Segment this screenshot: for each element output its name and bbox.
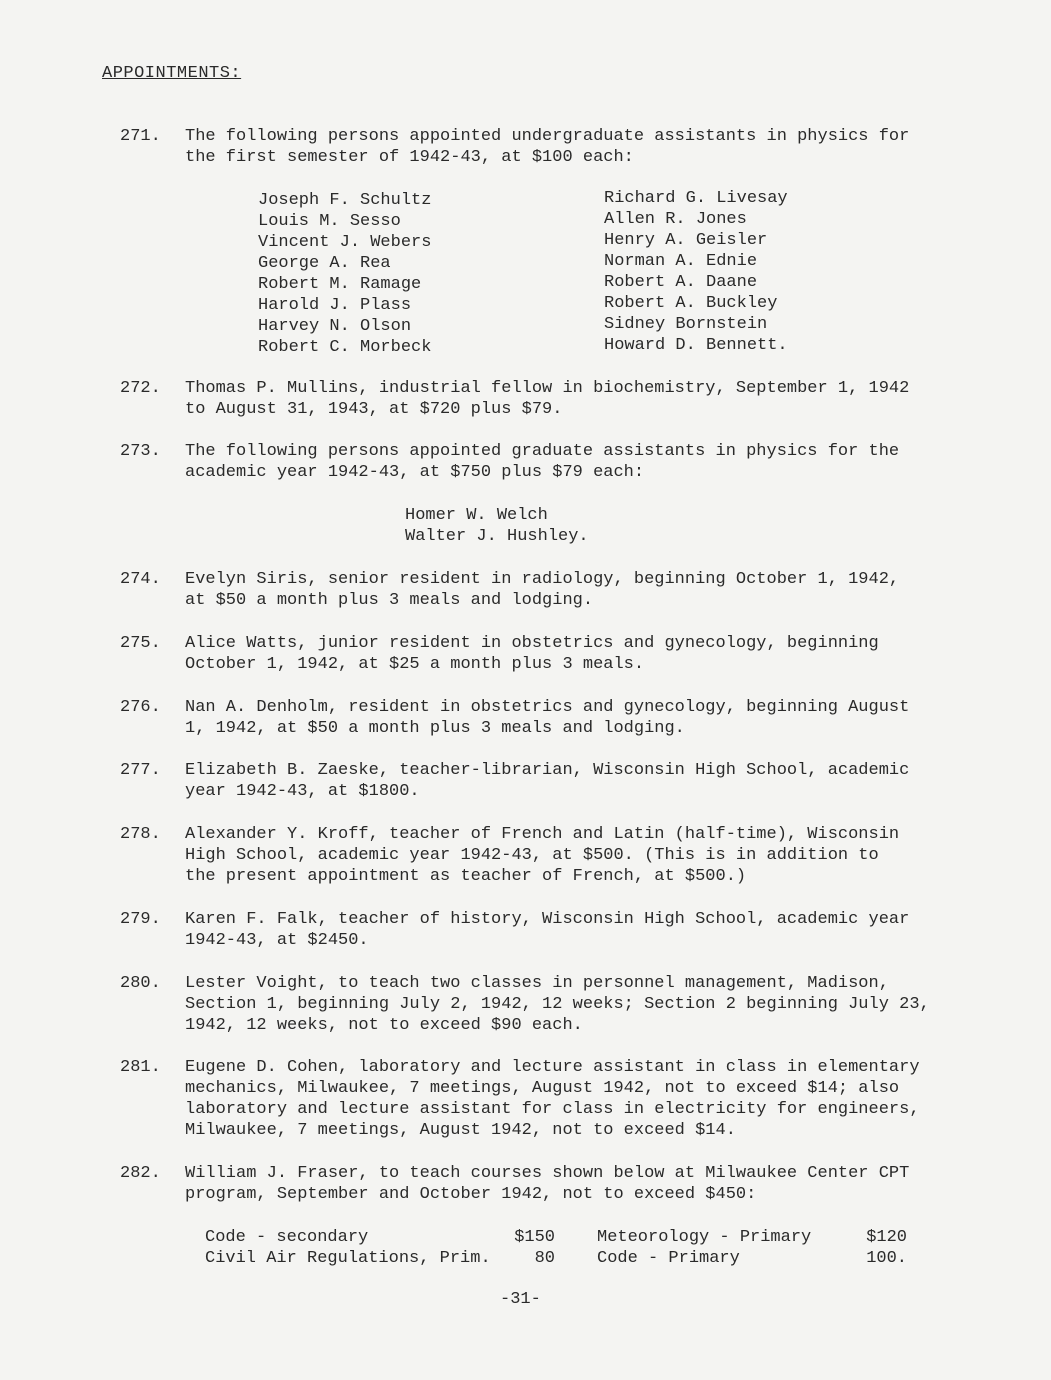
course-amount: $150: [514, 1228, 555, 1247]
item-278: [120, 824, 950, 887]
name-entry: Robert A. Daane: [604, 273, 758, 292]
name-entry: Robert A. Buckley: [604, 294, 778, 313]
item-text: Nan A. Denholm, resident in obstetrics and gynecology, beginning August 1, 1942, at $50 a month plus 3 meals and lodging.: [185, 698, 910, 738]
name-entry: Richard G. Livesay: [604, 189, 788, 208]
name-entry: Harold J. Plass: [258, 296, 412, 315]
name-entry: Robert M. Ramage: [258, 275, 422, 294]
name-entry: Howard D. Bennett.: [604, 336, 788, 355]
item-280: [120, 973, 950, 1036]
item-text: Alice Watts, junior resident in obstetrics and gynecology, beginning October 1, 1942, at $25 a month plus 3 meals.: [185, 634, 879, 674]
item-number: 274.: [120, 570, 161, 589]
item-number: 276.: [120, 698, 161, 717]
item-number: 272.: [120, 379, 161, 398]
grad-names: [405, 505, 589, 547]
course-row: [205, 1227, 555, 1248]
course-list-left: [205, 1227, 555, 1269]
item-number: 277.: [120, 761, 161, 780]
undergrad-names-right: [604, 188, 788, 356]
name-entry: Harvey N. Olson: [258, 317, 412, 336]
item-279: [120, 909, 950, 951]
course-name: Meteorology - Primary: [597, 1228, 812, 1247]
course-name: Civil Air Regulations, Prim.: [205, 1249, 491, 1268]
course-name: Code - Primary: [597, 1249, 740, 1268]
item-text: Karen F. Falk, teacher of history, Wisconsin High School, academic year 1942-43, at $2450.: [185, 910, 910, 950]
item-282: [120, 1163, 950, 1205]
item-271: [120, 126, 950, 168]
item-text: Alexander Y. Kroff, teacher of French and Latin (half-time), Wisconsin High School, academic year 1942-43, at $500. (This is in addition to the present appointment as teacher of French, at $500.): [185, 825, 900, 886]
course-amount: $120: [866, 1228, 907, 1247]
item-number: 279.: [120, 910, 161, 929]
item-text: William J. Fraser, to teach courses shown below at Milwaukee Center CPT program, September and October 1942, not to exceed $450:: [185, 1164, 910, 1204]
item-275: [120, 633, 950, 675]
item-number: 281.: [120, 1058, 161, 1077]
name-entry: Robert C. Morbeck: [258, 338, 432, 357]
item-276: [120, 697, 950, 739]
name-entry: Henry A. Geisler: [604, 231, 768, 250]
page-number: -31-: [500, 1290, 541, 1309]
item-number: 280.: [120, 974, 161, 993]
item-number: 278.: [120, 825, 161, 844]
course-row: [205, 1248, 555, 1269]
name-entry: Allen R. Jones: [604, 210, 747, 229]
name-entry: George A. Rea: [258, 254, 391, 273]
course-amount: 100.: [866, 1249, 907, 1268]
name-entry: Joseph F. Schultz: [258, 191, 432, 210]
course-row: [597, 1248, 907, 1269]
item-272: [120, 378, 950, 420]
item-text: Evelyn Siris, senior resident in radiology, beginning October 1, 1942, at $50 a month plus 3 meals and lodging.: [185, 570, 900, 610]
item-number: 282.: [120, 1164, 161, 1183]
name-entry: Homer W. Welch: [405, 506, 548, 525]
name-entry: Vincent J. Webers: [258, 233, 432, 252]
item-text: The following persons appointed undergraduate assistants in physics for the first semester of 1942-43, at $100 each:: [185, 127, 910, 167]
item-text: Lester Voight, to teach two classes in personnel management, Madison, Section 1, beginning July 2, 1942, 12 weeks; Section 2 beginning July 23, 1942, 12 weeks, not to exceed $90 each.: [185, 974, 930, 1035]
item-text: Thomas P. Mullins, industrial fellow in biochemistry, September 1, 1942 to August 31, 1943, at $720 plus $79.: [185, 379, 910, 419]
item-text: The following persons appointed graduate assistants in physics for the academic year 1942-43, at $750 plus $79 each:: [185, 442, 900, 482]
name-entry: Norman A. Ednie: [604, 252, 758, 271]
name-entry: Sidney Bornstein: [604, 315, 768, 334]
name-entry: Louis M. Sesso: [258, 212, 401, 231]
item-text: Eugene D. Cohen, laboratory and lecture assistant in class in elementary mechanics, Milwaukee, 7 meetings, August 1942, not to exceed $14; also laboratory and lecture assistant for class in electricity for engineers, Milwaukee, 7 meetings, August 1942, not to exceed $14.: [185, 1058, 920, 1140]
course-list-right: [597, 1227, 907, 1269]
item-text: Elizabeth B. Zaeske, teacher-librarian, Wisconsin High School, academic year 1942-43, at $1800.: [185, 761, 910, 801]
section-heading: APPOINTMENTS:: [102, 64, 242, 83]
item-281: [120, 1057, 950, 1141]
item-number: 273.: [120, 442, 161, 461]
item-277: [120, 760, 950, 802]
course-name: Code - secondary: [205, 1228, 369, 1247]
item-number: 271.: [120, 127, 161, 146]
course-amount: 80: [534, 1249, 555, 1268]
name-entry: Walter J. Hushley.: [405, 527, 589, 546]
item-274: [120, 569, 950, 611]
course-row: [597, 1227, 907, 1248]
item-273: [120, 441, 950, 483]
item-number: 275.: [120, 634, 161, 653]
undergrad-names-left: [258, 190, 431, 358]
